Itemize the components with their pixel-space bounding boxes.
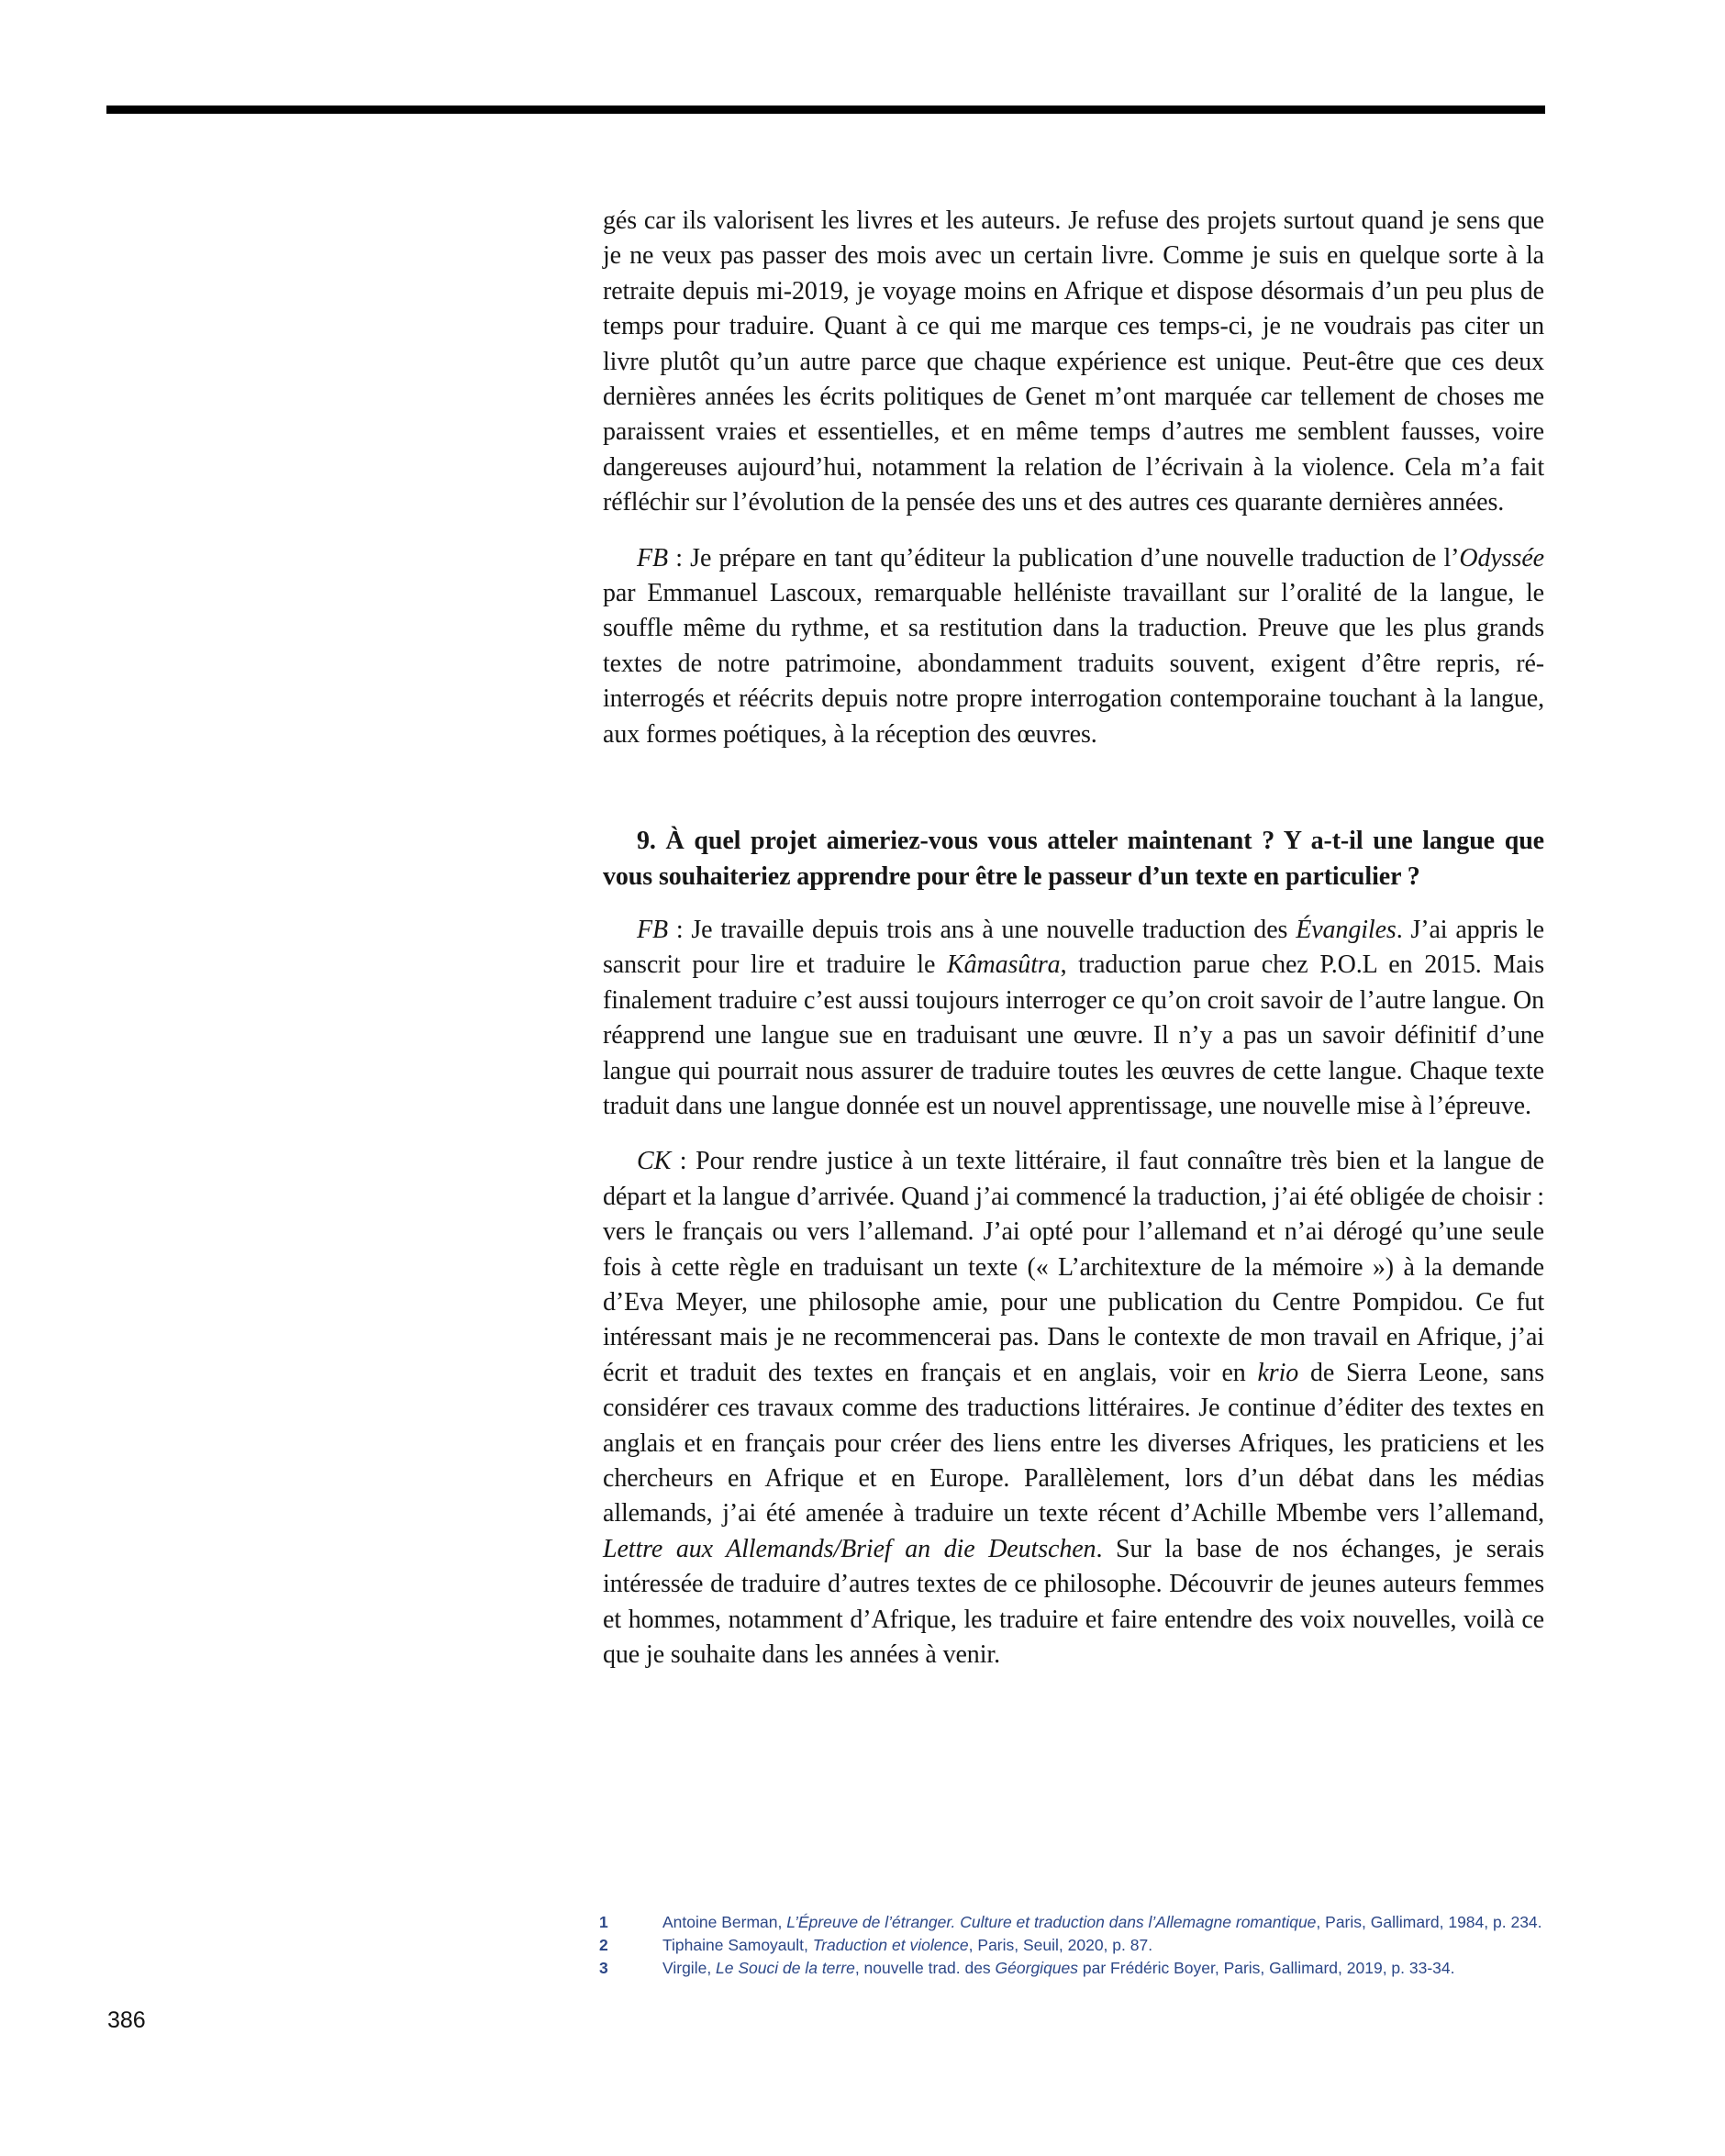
top-rule (106, 106, 1545, 114)
text-column (603, 204, 1544, 1673)
paragraph-4: FB : Je travaille depuis trois ans à une nouvelle traduction des Évangiles. J’ai appris le sanscrit pour lire et traduire le Kâmasûtra, traduction parue chez P.O.L en 2015. Mais finalement traduire c’est aussi toujours interroger ce qu’on croit savoir de l’autre langue. On réapprend une langue sue en traduisant une œuvre. Il n’y a pas un savoir définitif d’une langue qui pourrait nous assurer de traduire toutes les œuvres de cette langue. Chaque texte traduit dans une langue donnée est un nouvel apprentissage, une nouvelle mise à l’épreuve. (603, 915, 1544, 1120)
footnote (599, 1911, 1553, 1934)
section-heading: 9. À quel projet aimeriez-vous vous atteler maintenant ? Y a-t-il une langue que vous souhaiteriez apprendre pour être le passeur d’un texte en particulier ? (603, 827, 1544, 891)
page-number: 386 (107, 2007, 146, 2033)
footnote (599, 1957, 1553, 1980)
paragraph-2: FB : Je prépare en tant qu’éditeur la publication d’une nouvelle traduction de l’Odyssée par Emmanuel Lascoux, remarquable helléniste travaillant sur l’oralité de la langue, le souffle même du rythme, et sa restitution dans la traduction. Preuve que les plus grands textes de notre patrimoine, abondamment traduits souvent, exigent d’être repris, ré-interrogés et réécrits depuis notre propre interrogation contemporaine touchant à la langue, aux formes poétiques, à la réception des œuvres. (603, 543, 1544, 749)
paragraph-5: CK : Pour rendre justice à un texte littéraire, il faut connaître très bien et la langue de départ et la langue d’arrivée. Quand j’ai commencé la traduction, j’ai été obligée de choisir : vers le français ou vers l’allemand. J’ai opté pour l’allemand et n’ai dérogé qu’une seule fois à cette règle en traduisant un texte (« L’architexture de la mémoire ») à la demande d’Eva Meyer, une philosophe amie, pour une publication du Centre Pompidou. Ce fut intéressant mais je ne recommencerai pas. Dans le contexte de mon travail en Afrique, j’ai écrit et traduit des textes en français et en anglais, voir en krio de Sierra Leone, sans considérer ces travaux comme des traductions littéraires. Je continue d’éditer des textes en anglais et en français pour créer des liens entre les diverses Afriques, les praticiens et les chercheurs en Afrique et en Europe. Parallèlement, lors d’un débat dans les médias allemands, j’ai été amenée à traduire un texte récent d’Achille Mbembe vers l’allemand, Lettre aux Allemands/Brief an die Deutschen. Sur la base de nos échanges, je serais intéressée de traduire d’autres textes de ce philosophe. Découvrir de jeunes auteurs femmes et hommes, notamment d’Afrique, les traduire et faire entendre des voix nouvelles, voilà ce que je souhaite dans les années à venir. (603, 1147, 1544, 1670)
footnote-text: Virgile, Le Souci de la terre, nouvelle trad. des Géorgiques par Frédéric Boyer, Paris, Gallimard, 2019, p. 33-34. (662, 1959, 1455, 1977)
paragraph-1: gés car ils valorisent les livres et les auteurs. Je refuse des projets surtout quand je sens que je ne veux pas passer des mois avec un certain livre. Comme je suis en quelque sorte à la retraite depuis mi-2019, je voyage moins en Afrique et dispose désormais d’un peu plus de temps pour traduire. Quant à ce qui me marque ces temps-ci, je ne voudrais pas citer un livre plutôt qu’un autre parce que chaque expérience est unique. Peut-être que ces deux dernières années les écrits politiques de Genet m’ont marquée car tellement de choses me paraissent vraies et essentielles, et en même temps d’autres me semblent fausses, voire dangereuses aujourd’hui, notamment la relation de l’écrivain à la violence. Cela m’a fait réfléchir sur l’évolution de la pensée des uns et des autres ces quarante dernières années. (603, 206, 1544, 517)
footnotes-block (599, 1911, 1553, 1980)
footnote (599, 1934, 1553, 1957)
footnote-text: Tiphaine Samoyault, Traduction et violence, Paris, Seuil, 2020, p. 87. (662, 1936, 1153, 1954)
footnote-text: Antoine Berman, L’Épreuve de l’étranger. Culture et traduction dans l’Allemagne romantique, Paris, Gallimard, 1984, p. 234. (662, 1913, 1542, 1931)
footnote-number: 2 (599, 1936, 608, 1954)
footnote-number: 3 (599, 1959, 608, 1977)
footnote-number: 1 (599, 1913, 608, 1931)
